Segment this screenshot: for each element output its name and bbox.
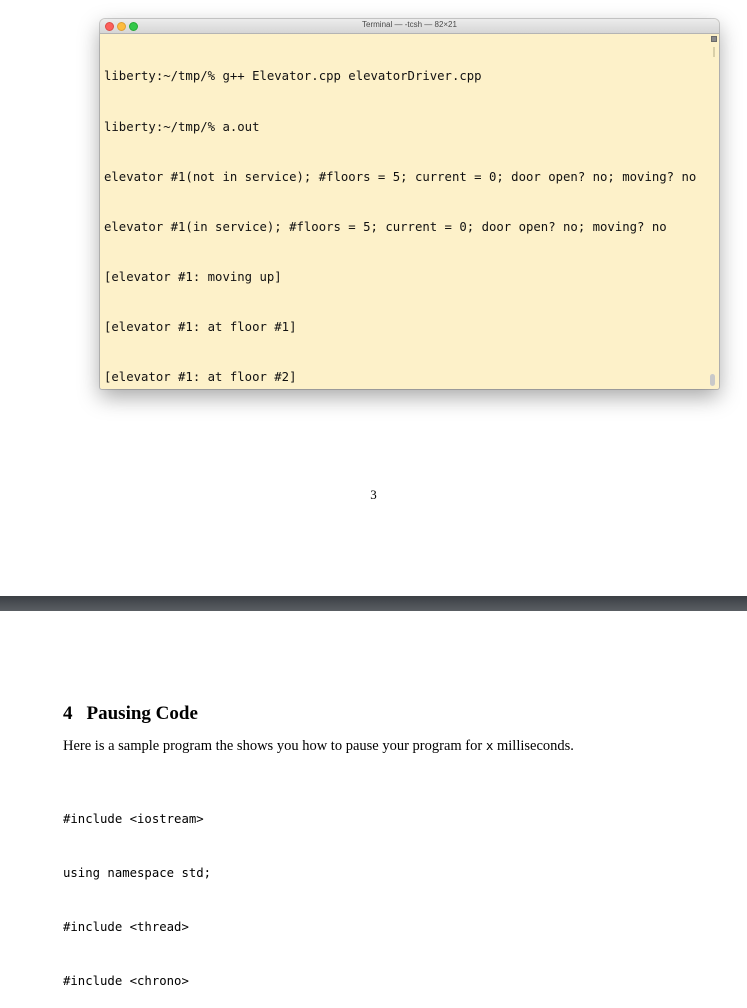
terminal-line: elevator #1(not in service); #floors = 5; current = 0; door open? no; moving? no [104,169,697,184]
terminal-titlebar [100,19,719,34]
scrollbar-track [713,47,715,57]
terminal-output [104,35,704,389]
terminal-screenshot [100,19,719,389]
scroll-indicator-icon [711,36,717,42]
inline-code: x [485,738,494,753]
body-paragraph [63,738,574,755]
terminal-line: [elevator #1: moving up] [104,269,282,284]
section-title: Pausing Code [86,703,198,724]
section-number: 4 [63,703,73,724]
scrollbar-thumb [710,374,715,386]
terminal-line: liberty:~/tmp/% g++ Elevator.cpp elevatorDriver.cpp [104,69,482,84]
code-listing [63,774,211,1008]
paragraph-text: Here is a sample program the shows you how to pause your program for [63,738,486,754]
page-separator [0,596,747,611]
terminal-line: [elevator #1: at floor #1] [104,319,297,334]
terminal-line: [elevator #1: at floor #2] [104,369,297,384]
page-number: 3 [370,487,377,502]
paragraph-text-end: milliseconds. [493,738,574,754]
terminal-title: Terminal — -tcsh — 82×21 [362,20,457,29]
code-line: #include <chrono> [63,974,189,988]
terminal-line: liberty:~/tmp/% a.out [104,119,260,134]
section-heading [63,703,198,725]
terminal-line: elevator #1(in service); #floors = 5; current = 0; door open? no; moving? no [104,219,667,234]
code-line: using namespace std; [63,866,212,880]
code-line: #include <iostream> [63,812,204,826]
code-line: #include <thread> [63,920,189,934]
